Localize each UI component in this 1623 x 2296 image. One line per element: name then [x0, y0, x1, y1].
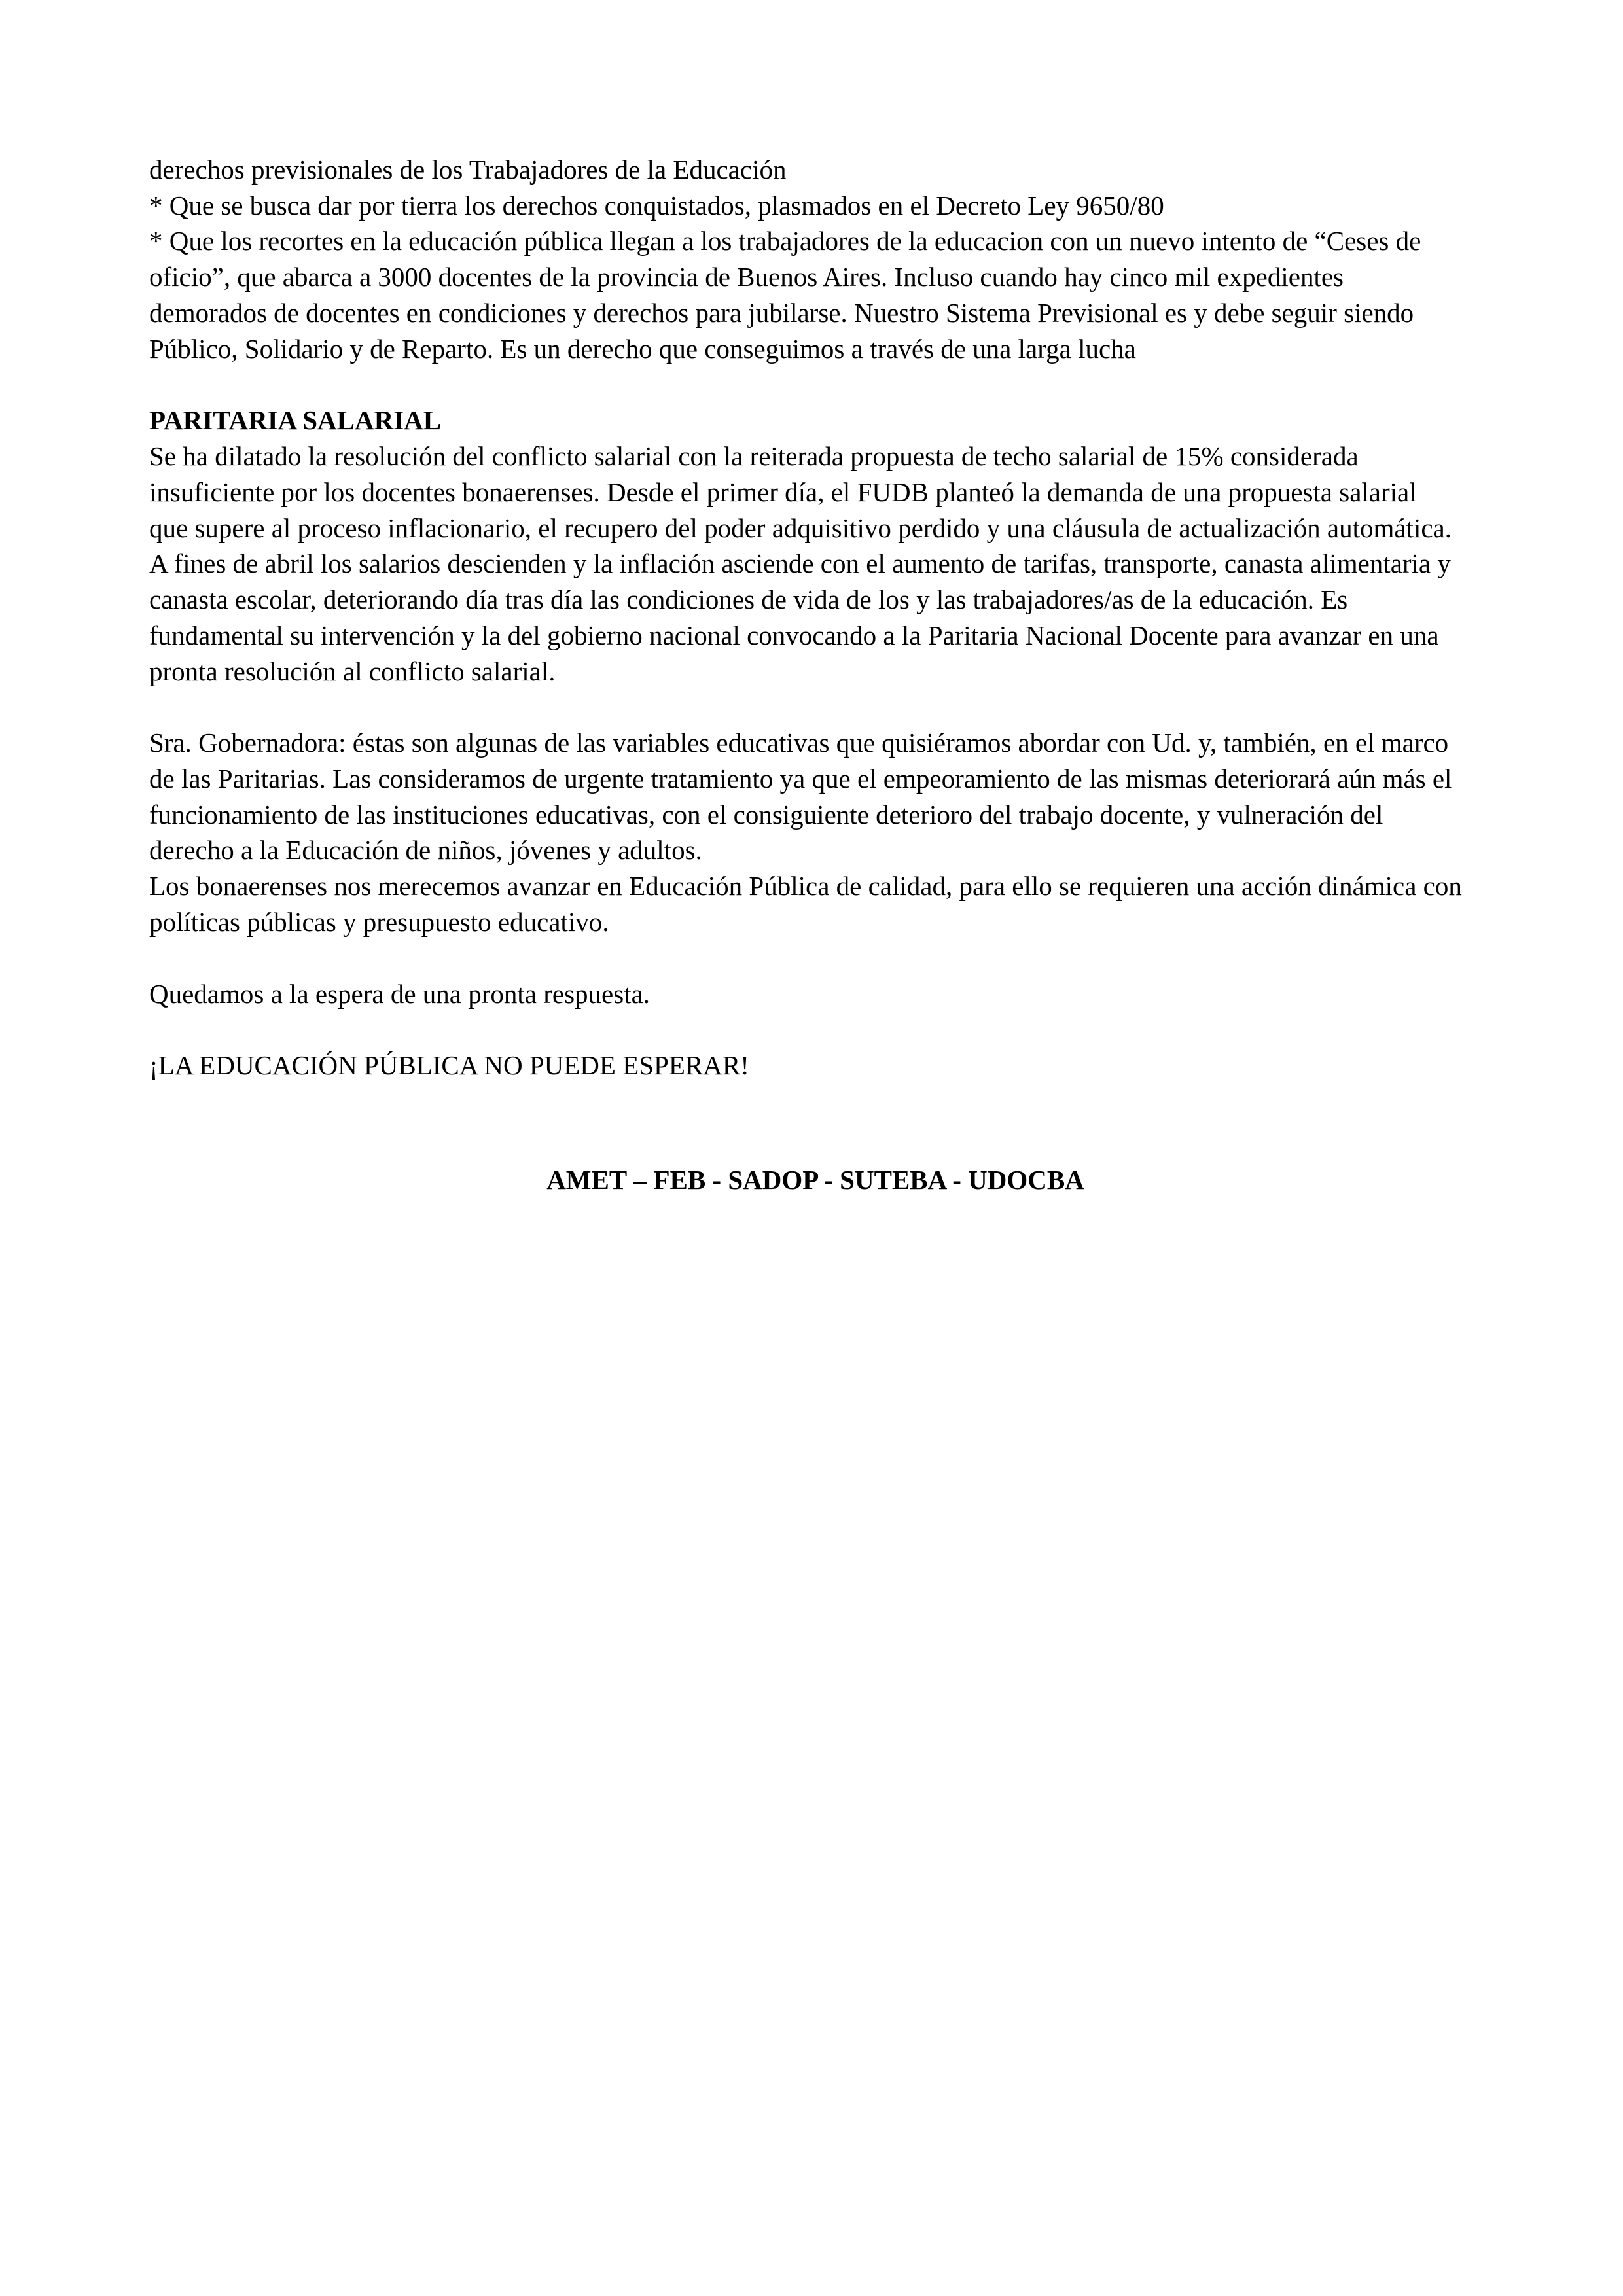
section-heading-paritaria-salarial: PARITARIA SALARIAL [149, 405, 442, 436]
signature-spacer [149, 1084, 1462, 1162]
intro-line-1: derechos previsionales de los Trabajadores de la Educación [149, 154, 787, 185]
slogan-line: ¡LA EDUCACIÓN PÚBLICA NO PUEDE ESPERAR! [149, 1050, 749, 1081]
paragraph-spacer [149, 366, 1462, 402]
document-body [149, 152, 1462, 1198]
intro-line-2: * Que se busca dar por tierra los derechos conquistados, plasmados en el Decreto Ley 9650/80 [149, 190, 1164, 221]
paragraph-spacer [149, 1012, 1462, 1048]
paragraph-spacer [149, 940, 1462, 976]
paragraph-spacer [149, 689, 1462, 725]
salary-paragraph: Se ha dilatado la resolución del conflicto salarial con la reiterada propuesta de techo salarial de 15% considerada insuficiente por los docentes bonaerenses. Desde el primer día, el FUDB planteó la demanda de una propuesta salarial que supere al proceso inflacionario, el recupero del poder adquisitivo perdido y una cláusula de actualización automática. A fines de abril los salarios descienden y la inflación asciende con el aumento de tarifas, transporte, canasta alimentaria y canasta escolar, deteriorando día tras día las condiciones de vida de los y las trabajadores/as de la educación. Es fundamental su intervención y la del gobierno nacional convocando a la Paritaria Nacional Docente para avanzar en una pronta resolución al conflicto salarial. [149, 441, 1452, 686]
waiting-line: Quedamos a la espera de una pronta respuesta. [149, 978, 651, 1009]
closing-paragraph: Los bonaerenses nos merecemos avanzar en Educación Pública de calidad, para ello se requieren una acción dinámica con políticas públicas y presupuesto educativo. [149, 871, 1462, 937]
governor-paragraph: Sra. Gobernadora: éstas son algunas de las variables educativas que quisiéramos abordar con Ud. y, también, en el marco de las Paritarias. Las consideramos de urgente tratamiento ya que el empeoramiento de las mismas deteriorará aún más el funcionamiento de las instituciones educativas, con el consiguiente deterioro del trabajo docente, y vulneración del derecho a la Educación de niños, jóvenes y adultos. [149, 728, 1452, 866]
intro-paragraph: * Que los recortes en la educación pública llegan a los trabajadores de la educacion con un nuevo intento de “Ceses de oficio”, que abarca a 3000 docentes de la provincia de Buenos Aires. Incluso cuando hay cinco mil expedientes demorados de docentes en condiciones y derechos para jubilarse. Nuestro Sistema Previsional es y debe seguir siendo Público, Solidario y de Reparto. Es un derecho que conseguimos a través de una larga lucha [149, 226, 1421, 364]
signature-unions: AMET – FEB - SADOP - SUTEBA - UDOCBA [546, 1165, 1084, 1195]
